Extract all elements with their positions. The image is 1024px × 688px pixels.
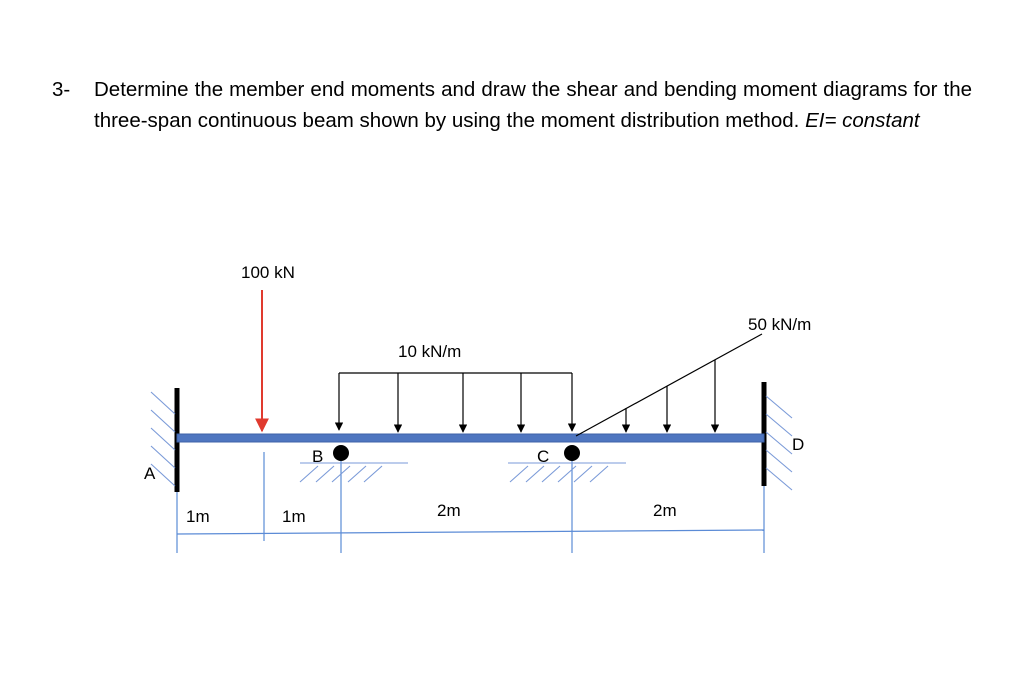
problem-text: Determine the member end moments and draw the shear and bending moment diagrams for the three-span continuous beam shown by using the moment distribution method. (94, 78, 972, 132)
fixed-support-d (764, 382, 792, 490)
support-label-d: D (792, 435, 805, 454)
triangular-load-label: 50 kN/m (748, 315, 812, 334)
dimension-label-2: 1m (282, 507, 306, 526)
udl-load (339, 373, 572, 432)
ei-note: EI= constant (805, 109, 920, 132)
dimension-label-3: 2m (437, 501, 461, 520)
point-load-label: 100 kN (241, 263, 295, 282)
beam (177, 434, 764, 442)
support-label-c: C (537, 447, 550, 466)
problem-number: 3- (52, 78, 71, 101)
dimension-label-1: 1m (186, 507, 210, 526)
udl-label: 10 kN/m (398, 342, 462, 361)
support-label-b: B (312, 447, 324, 466)
roller-support-c (508, 445, 626, 482)
triangular-load (576, 334, 762, 436)
dimension-label-4: 2m (653, 501, 677, 520)
support-label-a: A (144, 464, 156, 483)
